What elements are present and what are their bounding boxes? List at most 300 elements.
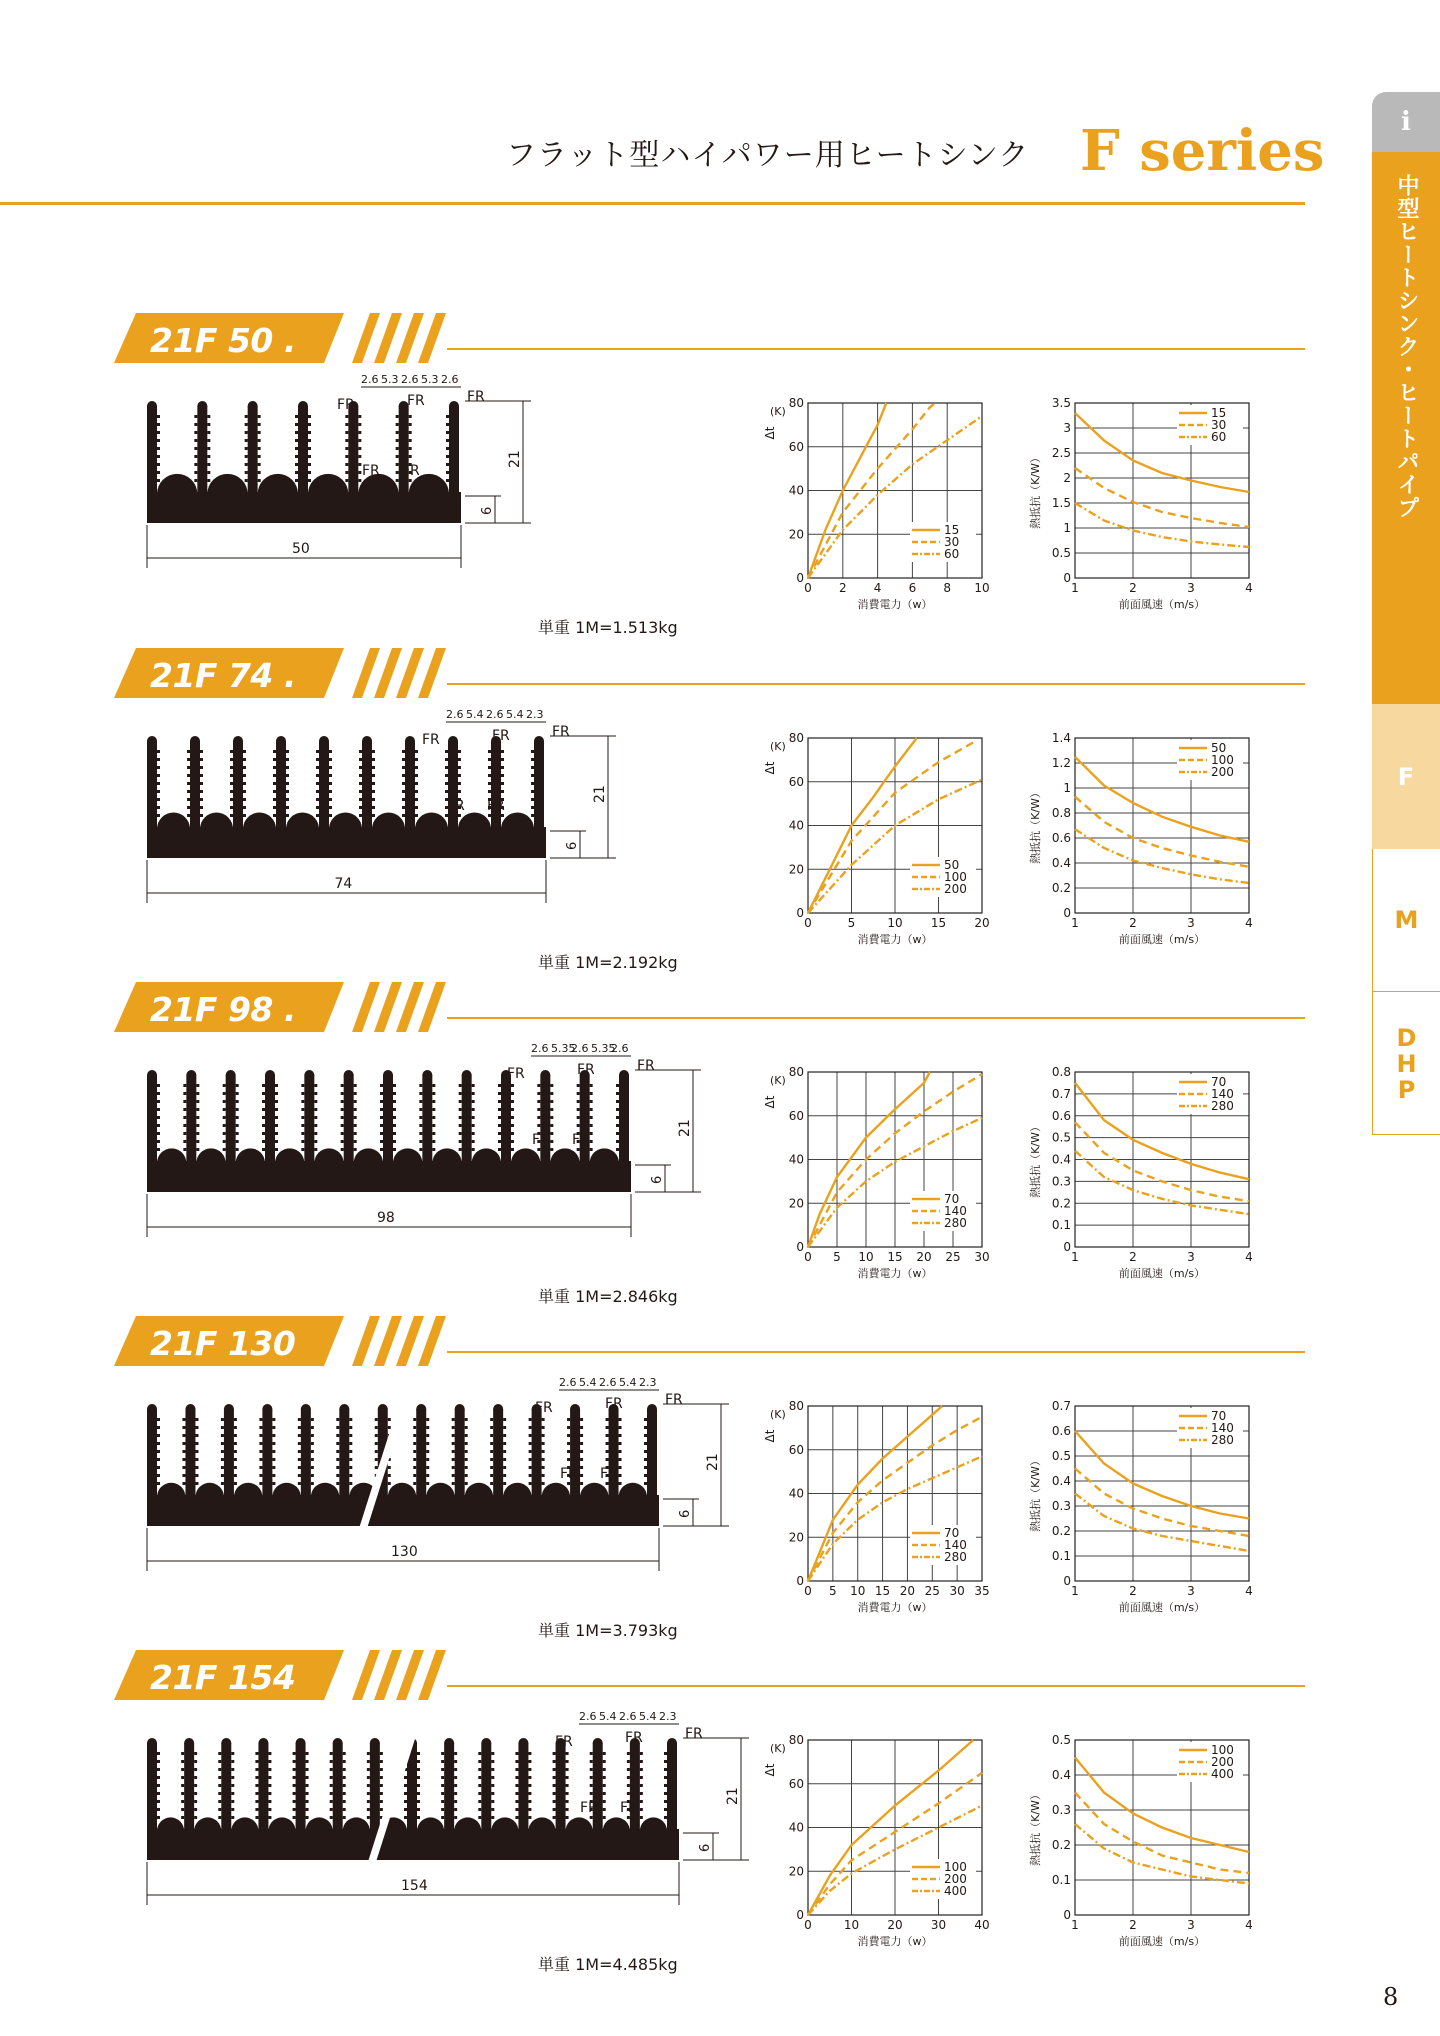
fin-serration (644, 1482, 647, 1485)
fin-serration (590, 1776, 593, 1779)
fin-serration (187, 806, 190, 809)
fin-tip (647, 1404, 657, 1414)
fin-serration (529, 1426, 532, 1429)
fin-serration (343, 1752, 346, 1755)
fin-serration (182, 1450, 185, 1453)
heatsink-fin (298, 406, 308, 501)
fin-serration (459, 1100, 462, 1103)
fin-serration (491, 1816, 494, 1819)
fin-serration (415, 814, 418, 817)
heatsink-fin (147, 1409, 157, 1504)
x-tick-label: 3 (1187, 1250, 1195, 1264)
fin-serration (259, 1418, 262, 1421)
heatsink-fin (339, 1409, 349, 1504)
fin-serration (566, 1816, 569, 1819)
fin-serration (415, 782, 418, 785)
fin-serration (567, 1442, 570, 1445)
fin-serration (236, 1132, 239, 1135)
fin-serration (537, 1124, 540, 1127)
fin-serration (343, 1816, 346, 1819)
x-tick-label: 3 (1187, 1918, 1195, 1932)
heatsink-fin (449, 406, 459, 501)
fin-serration (358, 431, 361, 434)
x-tick-label: 15 (887, 1250, 903, 1264)
y-tick-label: 3.5 (1051, 396, 1071, 410)
fin-root (234, 1483, 262, 1511)
fin-serration (503, 1434, 506, 1437)
series-line (1075, 1494, 1249, 1552)
fin-serration (259, 1482, 262, 1485)
fin-serration (243, 782, 246, 785)
fin-serration (380, 1784, 383, 1787)
fin-serration (664, 1800, 667, 1803)
pitch-label: 2.6 (486, 708, 504, 721)
y-axis-label: 熱抵抗（K/W） (1029, 1121, 1042, 1198)
fin-serration (553, 1800, 556, 1803)
chart-thermal-resistance (1025, 1720, 1255, 1970)
fin-serration (590, 1132, 593, 1135)
fin-serration (590, 1816, 593, 1819)
fin-serration (359, 774, 362, 777)
fin-serration (446, 431, 449, 434)
banner-stripe (396, 1650, 424, 1700)
fin-root (393, 1148, 422, 1177)
fin-serration (409, 479, 412, 482)
fin-serration (375, 1466, 378, 1469)
banner-stripe (396, 982, 424, 1032)
heatsink-fin (197, 406, 207, 501)
y-tick-label: 0 (1063, 1240, 1071, 1254)
fin-serration (367, 1816, 370, 1819)
fin-serration (258, 455, 261, 458)
fin-serration (275, 1108, 278, 1111)
fin-serration (454, 1760, 457, 1763)
fin-serration (298, 1434, 301, 1437)
fin-serration (329, 766, 332, 769)
fin-serration (182, 1458, 185, 1461)
fin-serration (157, 1100, 160, 1103)
fin-serration (458, 790, 461, 793)
fin-tip (344, 1070, 354, 1080)
fin-serration (218, 1808, 221, 1811)
fin-serration (580, 1474, 583, 1477)
fin-serration (259, 1474, 262, 1477)
fin-serration (223, 1092, 226, 1095)
fin-serration (528, 1776, 531, 1779)
pitch-label: 5.3 (421, 373, 439, 386)
fin-serration (402, 790, 405, 793)
fin-serration (230, 766, 233, 769)
fin-serration (542, 1426, 545, 1429)
fr-label: FR (402, 463, 420, 479)
fin-serration (619, 1458, 622, 1461)
fin-serration (577, 1084, 580, 1087)
fr-label: FR (487, 798, 505, 814)
index-tab-category[interactable] (1372, 152, 1440, 704)
fin-serration (181, 1776, 184, 1779)
fin-serration (306, 1792, 309, 1795)
fin-serration (603, 1816, 606, 1819)
fin-serration (243, 750, 246, 753)
fin-serration (488, 758, 491, 761)
fin-serration (157, 1776, 160, 1779)
fin-serration (627, 1784, 630, 1787)
fin-serration (367, 1808, 370, 1811)
fin-serration (343, 1808, 346, 1811)
fin-serration (446, 455, 449, 458)
fin-serration (157, 463, 160, 466)
fin-serration (441, 1760, 444, 1763)
fin-serration (349, 1434, 352, 1437)
y-tick-label: 80 (788, 396, 804, 410)
fin-serration (590, 1084, 593, 1087)
x-tick-label: 10 (887, 916, 903, 930)
fin-serration (194, 1800, 197, 1803)
fin-serration (603, 1752, 606, 1755)
fin-serration (195, 1458, 198, 1461)
fin-serration (293, 1752, 296, 1755)
heatsink-fin (556, 1743, 566, 1838)
pitch-label: 5.4 (599, 1710, 617, 1723)
fin-serration (664, 1752, 667, 1755)
fin-serration (286, 798, 289, 801)
fin-serration (567, 1426, 570, 1429)
fin-serration (478, 1776, 481, 1779)
fin-serration (311, 1434, 314, 1437)
index-tab-info[interactable]: i (1372, 92, 1440, 152)
fin-serration (459, 1084, 462, 1087)
fin-serration (445, 750, 448, 753)
fin-serration (445, 758, 448, 761)
fin-root (308, 474, 348, 514)
fin-serration (200, 774, 203, 777)
fin-root (311, 1483, 339, 1511)
fin-serration (200, 750, 203, 753)
fin-serration (358, 463, 361, 466)
y-tick-label: 0 (1063, 1908, 1071, 1922)
unit-weight: 単重 1M=2.192kg (538, 953, 678, 972)
fin-serration (472, 1124, 475, 1127)
fin-serration (157, 1140, 160, 1143)
fin-serration (458, 782, 461, 785)
fin-tip (405, 736, 415, 746)
fin-serration (515, 1792, 518, 1795)
fin-serration (446, 439, 449, 442)
fin-serration (553, 1784, 556, 1787)
banner-stripe (396, 648, 424, 698)
banner-stripe (396, 1316, 424, 1366)
fin-root (286, 813, 319, 846)
fin-serration (498, 1116, 501, 1119)
index-tab-m[interactable]: M (1372, 849, 1440, 992)
fin-serration (441, 1752, 444, 1755)
pitch-label: 2.6 (531, 1042, 549, 1055)
x-tick-label: 20 (887, 1918, 903, 1932)
fin-serration (380, 1800, 383, 1803)
legend-label: 15 (944, 523, 960, 537)
fr-label: FR (467, 389, 485, 405)
pitch-label: 2.6 (559, 1376, 577, 1389)
fin-serration (396, 447, 399, 450)
fin-serration (243, 798, 246, 801)
fin-serration (311, 1418, 314, 1421)
fin-serration (301, 1108, 304, 1111)
fin-root (415, 813, 448, 846)
fin-serration (314, 1092, 317, 1095)
fin-serration (580, 1434, 583, 1437)
fin-serration (515, 1784, 518, 1787)
fin-serration (200, 790, 203, 793)
fin-serration (258, 479, 261, 482)
pitch-label: 2.6 (401, 373, 419, 386)
heatsink-fin (296, 1743, 306, 1838)
fr-label: FR (560, 1466, 578, 1482)
fin-serration (498, 1100, 501, 1103)
fin-serration (528, 1792, 531, 1795)
y-tick-label: 0.3 (1051, 1174, 1071, 1189)
fin-serration (531, 790, 534, 793)
fin-serration (627, 1752, 630, 1755)
fin-serration (316, 758, 319, 761)
y-axis-unit: (K) (770, 1408, 786, 1421)
x-tick-label: 25 (945, 1250, 961, 1264)
fin-serration (553, 1768, 556, 1771)
fin-serration (349, 1458, 352, 1461)
heatsink-fin (501, 1075, 511, 1170)
fin-serration (616, 1140, 619, 1143)
fin-serration (459, 1140, 462, 1143)
fin-serration (393, 1100, 396, 1103)
fin-serration (459, 1148, 462, 1151)
legend-label: 140 (944, 1204, 967, 1218)
fin-serration (243, 774, 246, 777)
chart-thermal-resistance (1025, 1052, 1255, 1302)
fin-serration (590, 1116, 593, 1119)
fr-label: FR (637, 1058, 655, 1074)
fin-serration (396, 415, 399, 418)
fin-serration (537, 1148, 540, 1151)
fin-serration (236, 1084, 239, 1087)
fin-serration (511, 1116, 514, 1119)
fin-serration (616, 1148, 619, 1151)
fin-serration (293, 1816, 296, 1819)
fin-serration (343, 1768, 346, 1771)
y-tick-label: 0.6 (1051, 831, 1071, 845)
heatsink-fin (619, 1075, 629, 1170)
fin-serration (343, 1784, 346, 1787)
fin-serration (413, 1418, 416, 1421)
page-title: フラット型ハイパワー用ヒートシンク (506, 138, 1030, 173)
y-tick-label: 0.3 (1051, 1499, 1071, 1513)
fin-serration (640, 1816, 643, 1819)
fin-serration (259, 1466, 262, 1469)
fin-serration (452, 1474, 455, 1477)
fin-serration (409, 439, 412, 442)
heatsink-fin (518, 1743, 528, 1838)
fin-serration (501, 758, 504, 761)
fin-root (157, 1483, 185, 1511)
fin-serration (404, 1816, 407, 1819)
fin-serration (223, 1148, 226, 1151)
fin-serration (258, 415, 261, 418)
fin-serration (306, 1768, 309, 1771)
fin-serration (336, 1482, 339, 1485)
fin-serration (372, 750, 375, 753)
legend-label: 280 (1211, 1099, 1234, 1113)
fin-serration (343, 1800, 346, 1803)
fin-serration (330, 1760, 333, 1763)
heatsink-fin (362, 741, 372, 836)
fin-serration (515, 1752, 518, 1755)
fin-serration (273, 790, 276, 793)
fin-serration (590, 1752, 593, 1755)
fin-serration (454, 1776, 457, 1779)
fin-serration (255, 1784, 258, 1787)
fin-serration (187, 782, 190, 785)
fin-serration (181, 1760, 184, 1763)
fin-serration (491, 1760, 494, 1763)
fin-serration (286, 774, 289, 777)
x-tick-label: 15 (874, 1584, 891, 1598)
fin-tip (262, 1404, 272, 1414)
fin-serration (181, 1752, 184, 1755)
fin-serration (542, 1450, 545, 1453)
y-tick-label: 0 (796, 1908, 804, 1922)
fin-serration (236, 1100, 239, 1103)
y-tick-label: 1 (1063, 521, 1071, 535)
dim-6: 6 (698, 1843, 713, 1852)
heatsink-fin (532, 1409, 542, 1504)
fin-serration (157, 415, 160, 418)
heatsink-fin (147, 1743, 157, 1838)
fin-tip (416, 1404, 426, 1414)
y-tick-label: 80 (788, 731, 804, 745)
fin-root (619, 1483, 647, 1511)
legend-label: 70 (1211, 1409, 1227, 1423)
y-tick-label: 0.5 (1051, 1449, 1071, 1463)
fin-serration (498, 1108, 501, 1111)
fin-serration (187, 750, 190, 753)
x-tick-label: 4 (873, 581, 882, 595)
fin-serration (200, 766, 203, 769)
banner-stripe (374, 1316, 402, 1366)
fin-serration (329, 758, 332, 761)
fin-serration (183, 1132, 186, 1135)
fin-serration (196, 1116, 199, 1119)
fin-tip (190, 736, 200, 746)
fin-serration (627, 1816, 630, 1819)
heatsink-fin (444, 1743, 454, 1838)
fin-serration (358, 447, 361, 450)
fin-serration (329, 790, 332, 793)
index-tab-f[interactable]: F (1372, 704, 1440, 849)
fin-serration (426, 1450, 429, 1453)
model-name: 21F 130 (150, 1324, 296, 1363)
fin-serration (454, 1792, 457, 1795)
pitch-label: 2.6 (579, 1710, 597, 1723)
fin-serration (501, 774, 504, 777)
fin-serration (234, 1458, 237, 1461)
y-axis-label: 熱抵抗（K/W） (1029, 452, 1042, 529)
fin-serration (157, 1760, 160, 1763)
fin-serration (415, 758, 418, 761)
fin-serration (157, 1450, 160, 1453)
fin-serration (472, 1108, 475, 1111)
fin-serration (272, 1418, 275, 1421)
fin-serration (182, 1426, 185, 1429)
fin-serration (354, 1140, 357, 1143)
fin-serration (432, 1108, 435, 1111)
chart-temp-rise (758, 383, 988, 633)
fin-serration (619, 1434, 622, 1437)
fin-root (465, 1483, 493, 1511)
fin-serration (372, 782, 375, 785)
fin-tip (339, 1404, 349, 1414)
chart-thermal-resistance (1025, 383, 1255, 633)
fin-serration (415, 766, 418, 769)
fin-serration (404, 1784, 407, 1787)
fin-serration (529, 1434, 532, 1437)
dim-6: 6 (650, 1175, 665, 1184)
fin-serration (498, 1084, 501, 1087)
fin-serration (452, 1466, 455, 1469)
fin-serration (375, 1458, 378, 1461)
fin-serration (330, 1776, 333, 1779)
fin-serration (349, 1482, 352, 1485)
fin-serration (550, 1108, 553, 1111)
legend-box (1177, 405, 1243, 445)
fin-serration (490, 1482, 493, 1485)
fin-serration (511, 1100, 514, 1103)
fin-serration (501, 750, 504, 753)
fr-label: FR (492, 728, 510, 744)
y-tick-label: 0 (796, 1574, 804, 1588)
fin-serration (580, 1450, 583, 1453)
fin-serration (566, 1752, 569, 1755)
model-name: 21F 154 (150, 1658, 296, 1697)
index-tab-dhp[interactable] (1372, 992, 1440, 1135)
fin-tip (147, 1738, 157, 1748)
fin-serration (590, 1092, 593, 1095)
fin-tip (619, 1070, 629, 1080)
fin-serration (542, 1442, 545, 1445)
heatsink-fin (580, 1075, 590, 1170)
fin-serration (207, 439, 210, 442)
fin-serration (446, 471, 449, 474)
fin-serration (413, 1442, 416, 1445)
fin-serration (207, 479, 210, 482)
legend-label: 60 (1211, 430, 1227, 444)
x-tick-label: 25 (924, 1584, 940, 1598)
y-axis-unit: (K) (770, 405, 786, 418)
fin-serration (255, 1816, 258, 1819)
fin-serration (183, 1092, 186, 1095)
y-tick-label: 0.8 (1051, 1065, 1071, 1079)
pitch-label: 2.3 (639, 1376, 657, 1389)
fin-serration (301, 1100, 304, 1103)
fin-serration (417, 1808, 420, 1811)
fin-serration (221, 1450, 224, 1453)
fin-serration (295, 439, 298, 442)
fin-root (272, 1483, 300, 1511)
fin-serration (542, 1418, 545, 1421)
fin-serration (402, 798, 405, 801)
fin-serration (664, 1784, 667, 1787)
fin-serration (441, 1792, 444, 1795)
fin-serration (306, 1776, 309, 1779)
fin-serration (195, 1474, 198, 1477)
fin-serration (488, 814, 491, 817)
